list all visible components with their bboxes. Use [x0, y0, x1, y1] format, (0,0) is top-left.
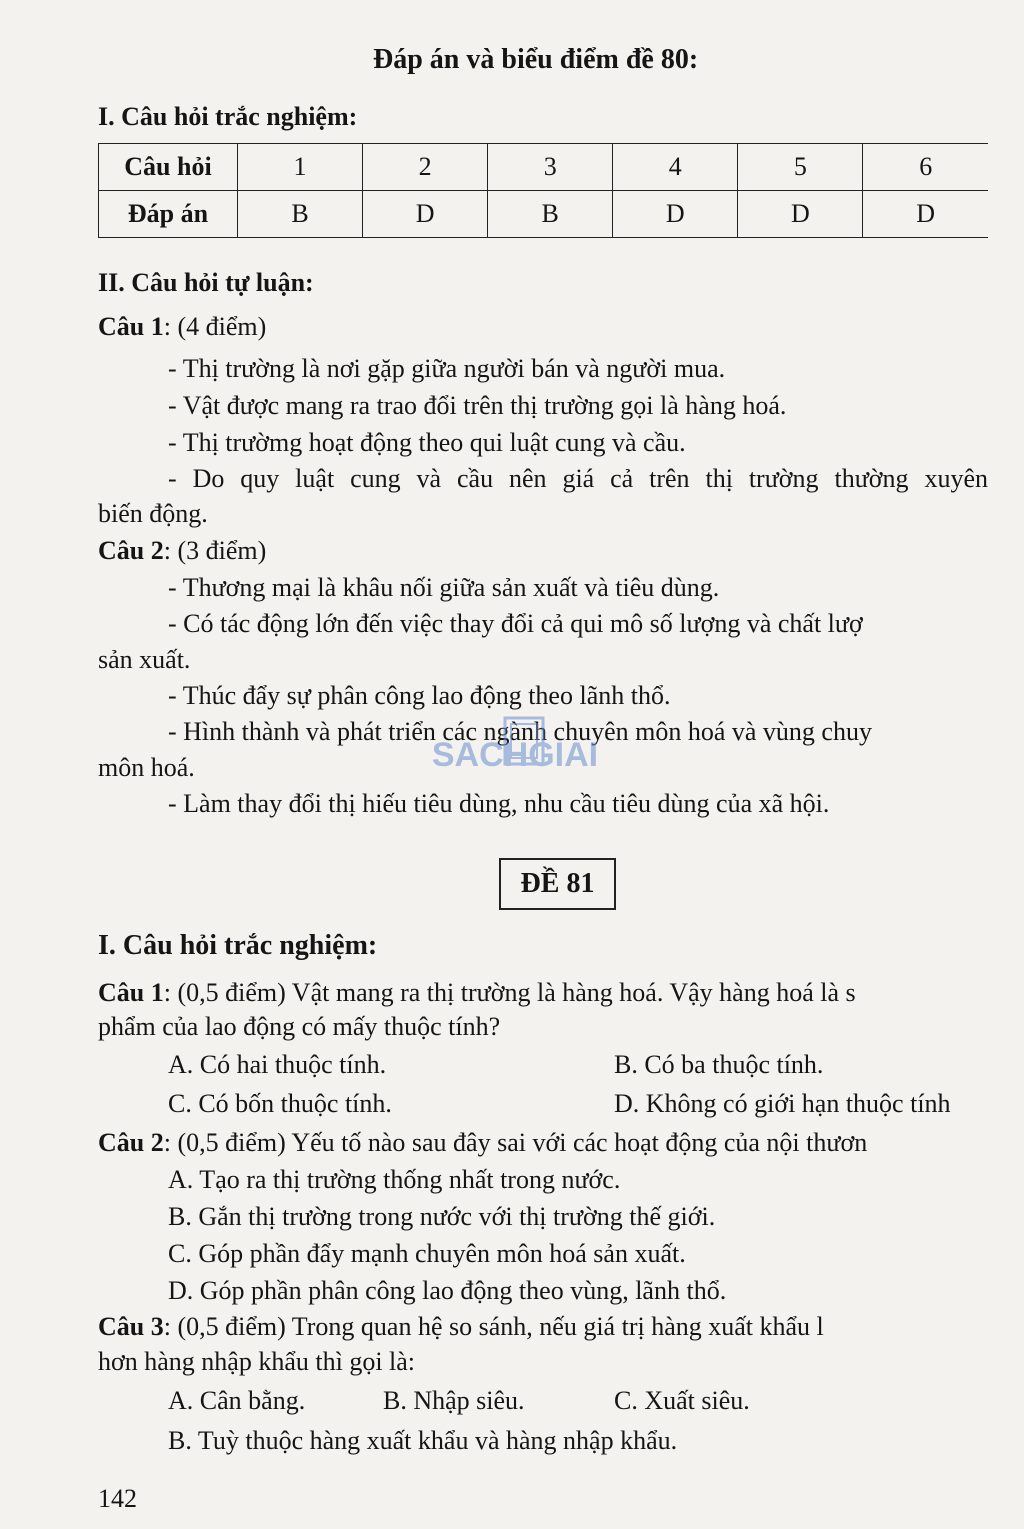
answer-line: - Thúc đẩy sự phân công lao động theo lãnh thổ.: [168, 681, 671, 710]
answer-line-continued: biến động.: [98, 499, 208, 528]
section-heading-essay: II. Câu hỏi tự luận:: [98, 268, 314, 297]
question-label: Câu 3: [98, 1312, 164, 1341]
page-number: 142: [98, 1484, 137, 1513]
table-row-label: Đáp án: [99, 191, 238, 238]
option-b: B. Nhập siêu.: [383, 1386, 525, 1415]
section-heading-multiple-choice-81: I. Câu hỏi trắc nghiệm:: [98, 930, 378, 961]
question-1-header: [98, 310, 266, 344]
question-1-stem: [98, 976, 988, 1010]
table-cell: B: [238, 191, 363, 238]
table-cell: D: [863, 191, 988, 238]
answer-table: [98, 143, 988, 238]
table-cell: D: [738, 191, 863, 238]
watermark-text: SACHGIAI: [431, 736, 599, 774]
section-heading-multiple-choice: I. Câu hỏi trắc nghiệm:: [98, 102, 358, 131]
answer-line-continued: sản xuất.: [98, 645, 191, 674]
answer-line-continued: môn hoá.: [98, 753, 195, 782]
question-label: Câu 2: [98, 536, 164, 565]
table-row-label: Câu hỏi: [99, 144, 238, 191]
answer-line: - Do quy luật cung và cầu nên giá cả trên thị trường thường xuyên: [168, 464, 988, 493]
table-cell: 4: [613, 144, 738, 191]
option-b: B. Có ba thuộc tính.: [614, 1050, 824, 1079]
table-cell: D: [613, 191, 738, 238]
answer-line: - Thị trường là nơi gặp giữa người bán và người mua.: [168, 354, 726, 383]
question-text-continued: phẩm của lao động có mấy thuộc tính?: [98, 1012, 501, 1041]
answer-line: - Vật được mang ra trao đổi trên thị trường gọi là hàng hoá.: [168, 391, 787, 420]
option-d: B. Tuỳ thuộc hàng xuất khẩu và hàng nhập khẩu.: [168, 1426, 678, 1455]
question-2-header: [98, 534, 266, 568]
question-label: Câu 1: [98, 978, 164, 1007]
option-c: C. Góp phần đẩy mạnh chuyên môn hoá sản xuất.: [168, 1239, 686, 1268]
exam-number-box: ĐỀ 81: [499, 858, 616, 910]
answer-line: - Làm thay đổi thị hiếu tiêu dùng, nhu cầu tiêu dùng của xã hội.: [168, 789, 830, 818]
table-row: [99, 144, 989, 191]
question-points: : (3 điểm): [163, 536, 267, 565]
answer-line: - Thương mại là khâu nối giữa sản xuất và tiêu dùng.: [168, 573, 720, 602]
question-text-continued: hơn hàng nhập khẩu thì gọi là:: [98, 1347, 416, 1376]
option-d: D. Góp phần phân công lao động theo vùng, lãnh thổ.: [168, 1276, 727, 1305]
option-b: B. Gắn thị trường trong nước với thị trường thế giới.: [168, 1202, 716, 1231]
watermark-logo: [410, 716, 620, 786]
option-a: A. Cân bằng.: [168, 1386, 306, 1415]
option-c: C. Có bốn thuộc tính.: [168, 1089, 392, 1118]
table-cell: D: [363, 191, 488, 238]
question-label: Câu 2: [98, 1128, 164, 1157]
answer-line: - Hình thành và phát triển các ngành chuyên môn hoá và vùng chuy: [168, 717, 872, 746]
table-cell: 6: [863, 144, 988, 191]
answer-line: - Thị trườmg hoạt động theo qui luật cung và cầu.: [168, 428, 686, 457]
question-text: : (0,5 điểm) Yếu tố nào sau đây sai với các hoạt động của nội thươn: [163, 1128, 868, 1157]
question-points: : (4 điểm): [163, 312, 267, 341]
answer-line: - Có tác động lớn đến việc thay đổi cả qui mô số lượng và chất lượ: [168, 609, 863, 638]
option-a: A. Có hai thuộc tính.: [168, 1050, 387, 1079]
question-3-stem: [98, 1310, 988, 1344]
table-row: [99, 191, 989, 238]
option-c: C. Xuất siêu.: [614, 1386, 750, 1415]
question-text: : (0,5 điểm) Trong quan hệ so sánh, nếu giá trị hàng xuất khẩu l: [163, 1312, 824, 1341]
table-cell: 1: [238, 144, 363, 191]
table-cell: 3: [488, 144, 613, 191]
table-cell: 5: [738, 144, 863, 191]
table-cell: B: [488, 191, 613, 238]
question-2-stem: [98, 1126, 988, 1160]
answer-title: Đáp án và biểu điểm đề 80:: [373, 44, 699, 75]
question-text: : (0,5 điểm) Vật mang ra thị trường là hàng hoá. Vậy hàng hoá là s: [163, 978, 856, 1007]
table-cell: 2: [363, 144, 488, 191]
question-label: Câu 1: [98, 312, 164, 341]
option-a: A. Tạo ra thị trường thống nhất trong nước.: [168, 1165, 621, 1194]
option-d: D. Không có giới hạn thuộc tính: [614, 1089, 951, 1118]
